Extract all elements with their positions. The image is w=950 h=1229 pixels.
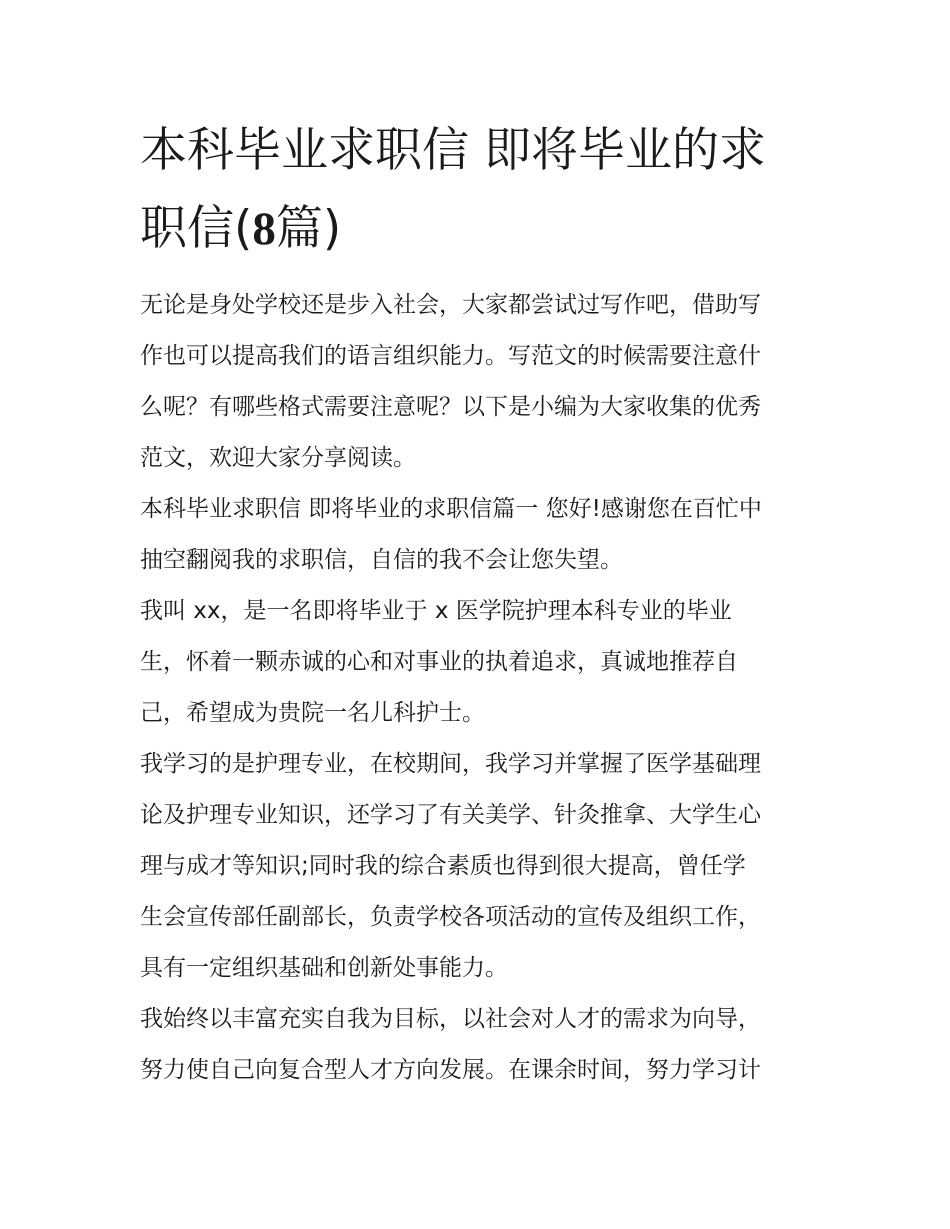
text-line: 本科毕业求职信 即将毕业的求职信篇一 您好!感谢您在百忙中: [140, 496, 762, 522]
paragraph-4: [140, 739, 815, 994]
title-count: 8: [252, 203, 276, 255]
text-line: 己，希望成为贵院一名儿科护士。: [140, 700, 485, 726]
text-line: 我始终以丰富充实自我为目标，以社会对人才的需求为向导，: [140, 1006, 761, 1032]
title-part-3: 篇): [275, 201, 342, 256]
paragraph-3: [140, 586, 815, 739]
text-line: 我叫 xx，是一名即将毕业于 x 医学院护理本科专业的毕业: [140, 598, 732, 624]
text-line: 我学习的是护理专业，在校期间，我学习并掌握了医学基础理: [140, 751, 761, 777]
paragraph-1: [140, 280, 815, 484]
title-part-1: 本科毕业求职信 即将毕业的求: [140, 123, 766, 178]
text-line: 生会宣传部任副部长，负责学校各项活动的宣传及组织工作，: [140, 904, 761, 930]
text-line: 理与成才等知识;同时我的综合素质也得到很大提高，曾任学: [140, 853, 746, 879]
document-body: [140, 280, 815, 1096]
paragraph-5: [140, 994, 815, 1096]
title-part-2: 职信(: [140, 201, 253, 256]
text-line: 抽空翻阅我的求职信，自信的我不会让您失望。: [140, 547, 623, 573]
text-line: 么呢？有哪些格式需要注意呢？以下是小编为大家收集的优秀: [140, 394, 761, 420]
text-line: 论及护理专业知识，还学习了有关美学、针灸推拿、大学生心: [140, 802, 761, 828]
text-line: 作也可以提高我们的语言组织能力。写范文的时候需要注意什: [140, 343, 761, 369]
document-title: [140, 112, 820, 268]
paragraph-2: [140, 484, 815, 586]
text-line: 努力使自己向复合型人才方向发展。在课余时间，努力学习计: [140, 1057, 761, 1083]
text-line: 无论是身处学校还是步入社会，大家都尝试过写作吧，借助写: [140, 292, 761, 318]
text-line: 具有一定组织基础和创新处事能力。: [140, 955, 508, 981]
text-line: 范文，欢迎大家分享阅读。: [140, 445, 416, 471]
text-line: 生，怀着一颗赤诚的心和对事业的执着追求，真诚地推荐自: [140, 649, 738, 675]
